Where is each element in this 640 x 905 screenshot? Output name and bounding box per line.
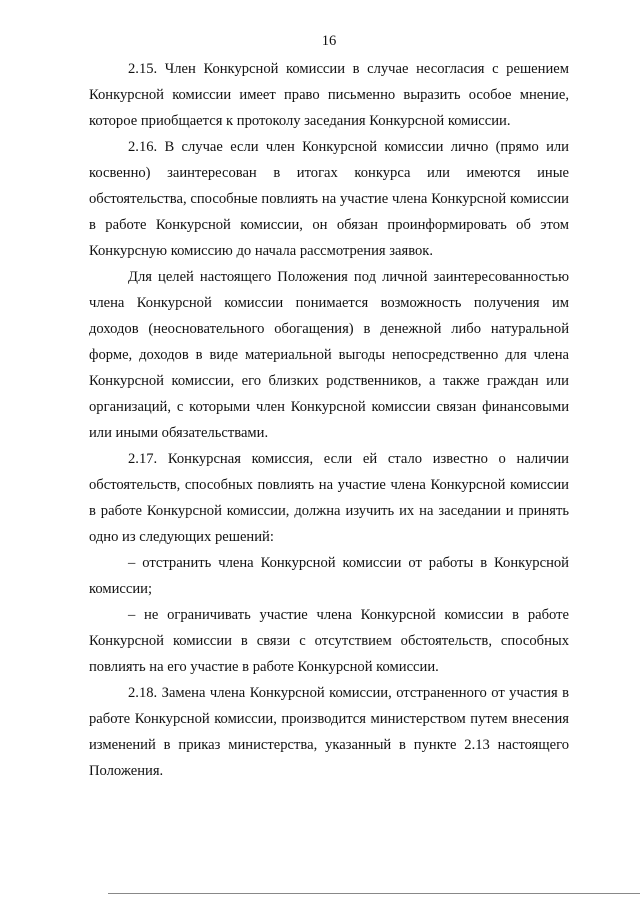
paragraph-2-16: 2.16. В случае если член Конкурсной комиссии лично (прямо или косвенно) заинтересован в итогах конкурса или имеются иные обстоятельства, способные повлиять на участие члена Конкурсной комиссии в работе Конкурсной комиссии, он обязан проинформировать об этом Конкурсную комиссию до начала рассмотрения заявок. — [89, 139, 569, 259]
paragraph-2-15: 2.15. Член Конкурсной комиссии в случае несогласия с решением Конкурсной комиссии имеет право письменно выразить особое мнение, которое приобщается к протоколу заседания Конкурсной комиссии. — [89, 61, 569, 129]
paragraph-2-17: 2.17. Конкурсная комиссия, если ей стало известно о наличии обстоятельств, способных повлиять на участие члена Конкурсной комиссии в работе Конкурсной комиссии, должна изучить их на заседании и принять одно из следующих решений: — [89, 451, 569, 545]
paragraph-personal-interest: Для целей настоящего Положения под личной заинтересованностью члена Конкурсной комиссии понимается возможность получения им доходов (неосновательного обогащения) в денежной либо натуральной форме, доходов в виде материальной выгоды непосредственно для члена Конкурсной комиссии, его близких родственников, а также граждан или организаций, с которыми член Конкурсной комиссии связан финансовыми или иными обязательствами. — [89, 269, 569, 441]
footer-divider — [108, 893, 640, 894]
page-number: 16 — [321, 33, 337, 49]
paragraph-option-keep: – не ограничивать участие члена Конкурсной комиссии в работе Конкурсной комиссии в связи с отсутствием обстоятельств, способных повлиять на его участие в работе Конкурсной комиссии. — [89, 607, 569, 675]
paragraph-option-remove: – отстранить члена Конкурсной комиссии от работы в Конкурсной комиссии; — [89, 555, 569, 597]
paragraph-2-18: 2.18. Замена члена Конкурсной комиссии, отстраненного от участия в работе Конкурсной комиссии, производится министерством путем внесения изменений в приказ министерства, указанный в пункте 2.13 настоящего Положения. — [89, 685, 569, 779]
